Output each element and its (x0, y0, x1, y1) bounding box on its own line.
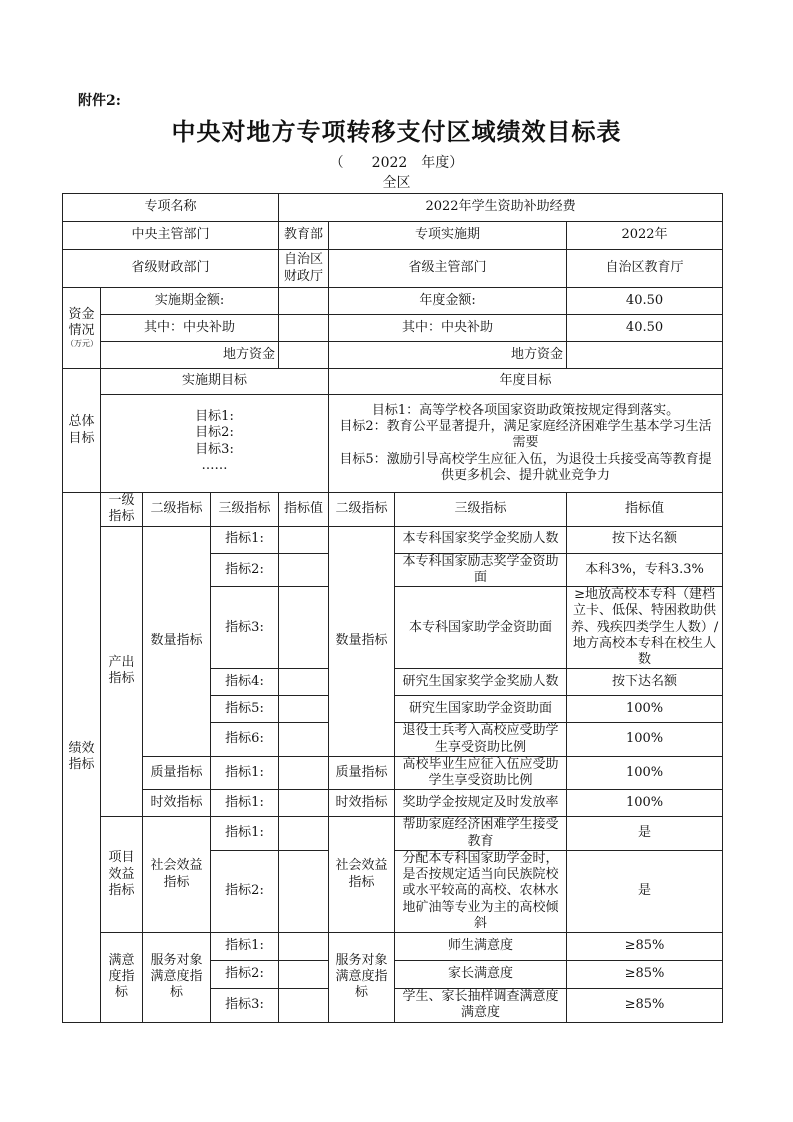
quantity-row-name: 退役士兵考入高校应受助学生享受资助比例 (395, 723, 567, 757)
indicator-value-cell (279, 817, 329, 851)
impl-amount-label: 实施期金额: (101, 288, 279, 315)
benefit-indicators-label: 项目效益指标 (101, 817, 143, 933)
indicator-value-cell (279, 553, 329, 587)
central-dept-label: 中央主管部门 (63, 222, 279, 250)
year-goal-5: 目标5：激励引导高校学生应征入伍，为退役士兵接受高等教育提供更多机会、提升就业竞争力 (339, 451, 712, 483)
quantity-row-value: 100% (567, 723, 723, 757)
indicator-value-cell (279, 756, 329, 790)
quantity-row-value: 100% (567, 696, 723, 723)
year-goal-1: 目标1：高等学校各项国家资助政策按规定得到落实。 (371, 402, 680, 418)
year-goal-2: 目标2：教育公平显著提升，满足家庭经济困难学生基本学习生活需要 (339, 419, 712, 451)
indicator-label: 指标1: (211, 817, 279, 851)
central-subsidy-label: 其中：中央补助 (101, 315, 279, 342)
social-benefit-label: 社会效益指标 (143, 817, 211, 933)
col-level3-right: 三级指标 (395, 493, 567, 527)
indicator-label: 指标1: (211, 526, 279, 553)
local-funds-label: 地方资金 (101, 342, 279, 369)
quantity-row-value: 按下达名额 (567, 526, 723, 553)
service-satisfaction-label-right: 服务对象满意度指标 (329, 933, 395, 1023)
timeliness-row-value: 100% (567, 790, 723, 817)
funds-label-line1: 资金 (68, 306, 95, 322)
perf-indicators-label: 绩效指标 (63, 493, 101, 1023)
col-level1: 一级指标 (101, 493, 143, 527)
satisfaction-row-value: ≥85% (567, 933, 723, 961)
satisfaction-row-name: 学生、家长抽样调查满意度满意度 (395, 989, 567, 1023)
indicator-label: 指标1: (211, 790, 279, 817)
year-line: （ 2022 年度） (329, 155, 464, 171)
indicator-value-cell (279, 790, 329, 817)
impl-goal-2: 目标2: (195, 425, 234, 441)
quality-label-right: 质量指标 (329, 756, 395, 790)
indicator-value-cell (279, 989, 329, 1023)
period-label: 专项实施期 (329, 222, 567, 250)
col-value-right: 指标值 (567, 493, 723, 527)
project-name-label: 专项名称 (63, 194, 279, 222)
indicator-label: 指标2: (211, 553, 279, 587)
satisfaction-row-value: ≥85% (567, 989, 723, 1023)
indicator-label: 指标1: (211, 933, 279, 961)
indicator-label: 指标4: (211, 669, 279, 696)
social-row-value: 是 (567, 817, 723, 851)
indicator-value-cell (279, 723, 329, 757)
quantity-row-name: 本专科国家励志奖学金资助面 (395, 553, 567, 587)
central-dept-value: 教育部 (279, 222, 329, 250)
timeliness-label: 时效指标 (143, 790, 211, 817)
year-amount-value: 40.50 (567, 288, 723, 315)
timeliness-label-right: 时效指标 (329, 790, 395, 817)
impl-goals-list (101, 395, 329, 493)
period-value: 2022年 (567, 222, 723, 250)
prov-finance-label: 省级财政部门 (63, 250, 279, 288)
page-title: 中央对地方专项转移支付区域绩效目标表 (171, 117, 622, 146)
satisfaction-indicators-label: 满意度指标 (101, 933, 143, 1023)
satisfaction-row-name: 师生满意度 (395, 933, 567, 961)
col-level2-right: 二级指标 (329, 493, 395, 527)
local-funds-year-label: 地方资金 (329, 342, 567, 369)
satisfaction-row-name: 家长满意度 (395, 961, 567, 989)
central-subsidy-impl (279, 315, 329, 342)
project-name-value: 2022年学生资助补助经费 (279, 194, 723, 222)
central-subsidy-year-label: 其中：中央补助 (329, 315, 567, 342)
quality-row-value: 100% (567, 756, 723, 790)
col-level2: 二级指标 (143, 493, 211, 527)
social-row-name: 分配本专科国家助学金时，是否按规定适当向民族院校或水平较高的高校、农林水地矿油等专业为主的高校倾斜 (395, 850, 567, 932)
social-row-value: 是 (567, 850, 723, 932)
prov-dept-label: 省级主管部门 (329, 250, 567, 288)
impl-goal-3: 目标3: (195, 441, 234, 457)
indicator-label: 指标2: (211, 961, 279, 989)
service-satisfaction-label: 服务对象满意度指标 (143, 933, 211, 1023)
col-level3: 三级指标 (211, 493, 279, 527)
overall-goals-label: 总体目标 (63, 369, 101, 493)
quantity-row-name: 研究生国家奖学金奖励人数 (395, 669, 567, 696)
social-row-name: 帮助家庭经济困难学生接受教育 (395, 817, 567, 851)
indicator-value-cell (279, 587, 329, 669)
indicator-value-cell (279, 526, 329, 553)
social-benefit-label-right: 社会效益指标 (329, 817, 395, 933)
indicator-label: 指标2: (211, 850, 279, 932)
indicator-label: 指标3: (211, 989, 279, 1023)
quality-label: 质量指标 (143, 756, 211, 790)
indicator-label: 指标1: (211, 756, 279, 790)
impl-goal-1: 目标1: (195, 409, 234, 424)
impl-goals-header: 实施期目标 (101, 369, 329, 395)
year-goals-header: 年度目标 (329, 369, 723, 395)
quantity-row-name: 本专科国家奖学金奖励人数 (395, 526, 567, 553)
quantity-row-name: 研究生国家助学金资助面 (395, 696, 567, 723)
quality-row-name: 高校毕业生应征入伍应受助学生享受资助比例 (395, 756, 567, 790)
prov-dept-value: 自治区教育厅 (567, 250, 723, 288)
quantity-label-right: 数量指标 (329, 526, 395, 756)
local-funds-impl (279, 342, 329, 369)
timeliness-row-name: 奖助学金按规定及时发放率 (395, 790, 567, 817)
quantity-label: 数量指标 (143, 526, 211, 756)
indicator-value-cell (279, 961, 329, 989)
indicator-value-cell (279, 696, 329, 723)
indicator-label: 指标3: (211, 587, 279, 669)
indicator-value-cell (279, 669, 329, 696)
quantity-row-value: 本科3%，专科3.3% (567, 553, 723, 587)
impl-amount-value (279, 288, 329, 315)
prov-finance-value: 自治区财政厅 (279, 250, 329, 288)
indicator-value-cell (279, 850, 329, 932)
impl-goal-more: …… (201, 457, 228, 473)
indicator-label: 指标5: (211, 696, 279, 723)
quantity-row-value: ≥地放高校本专科（建档立卡、低保、特困救助供养、残疾四类学生人数）/地方高校本专科在校生人数 (567, 587, 723, 669)
quantity-row-value: 按下达名额 (567, 669, 723, 696)
funds-unit: （万元） (66, 339, 98, 349)
performance-target-table (62, 193, 723, 1023)
year-amount-label: 年度金额: (329, 288, 567, 315)
indicator-value-cell (279, 933, 329, 961)
indicator-label: 指标6: (211, 723, 279, 757)
quantity-row-name: 本专科国家助学金资助面 (395, 587, 567, 669)
output-indicators-label: 产出指标 (101, 526, 143, 817)
col-value: 指标值 (279, 493, 329, 527)
year-goals-list (329, 395, 723, 493)
central-subsidy-year: 40.50 (567, 315, 723, 342)
local-funds-year (567, 342, 723, 369)
funds-label (63, 288, 101, 369)
funds-label-line2: 情况 (68, 323, 95, 338)
satisfaction-row-value: ≥85% (567, 961, 723, 989)
attachment-label: 附件2: (78, 93, 121, 109)
region-label: 全区 (382, 175, 411, 191)
